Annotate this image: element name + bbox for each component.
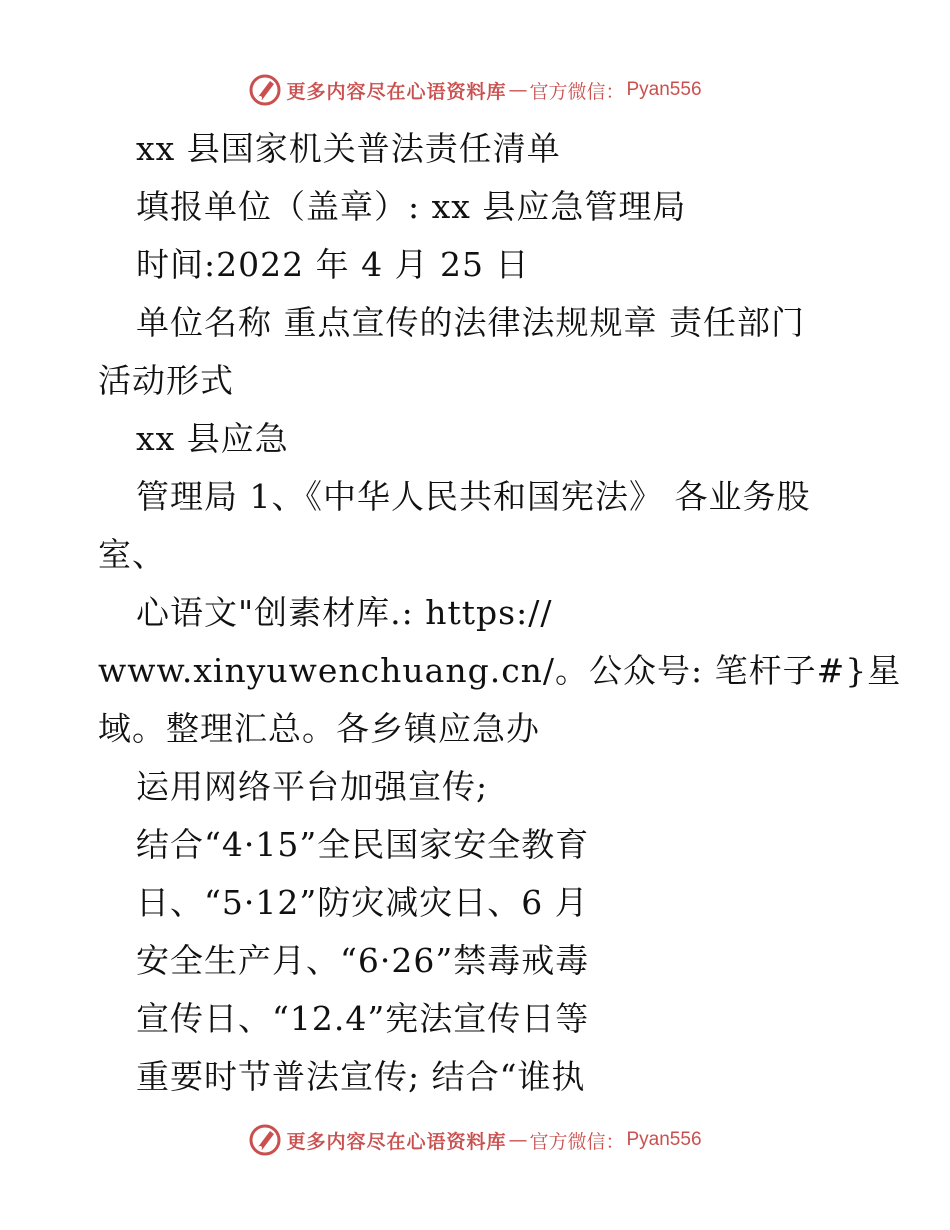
pen-logo-icon — [248, 73, 282, 107]
banner-text: 更多内容尽在心语资料库 — [286, 1130, 507, 1153]
header-banner — [0, 70, 950, 110]
document-line: 活动形式 — [98, 361, 234, 400]
document-line: 管理局 1、《中华人民共和国宪法》 各业务股 — [136, 477, 811, 516]
document-line: 日、“5·12”防灾减灾日、6 月 — [136, 883, 589, 922]
pen-logo-icon — [248, 1123, 282, 1157]
document-line: xx 县国家机关普法责任清单 — [136, 129, 561, 168]
document-line: 宣传日、“12.4”宪法宣传日等 — [136, 999, 590, 1038]
banner-wechat-id: Pyan556 — [626, 79, 702, 100]
document-line: 域。整理汇总。各乡镇应急办 — [98, 709, 540, 748]
footer-banner — [0, 1120, 950, 1160]
document-line: 重要时节普法宣传; 结合“谁执 — [136, 1057, 586, 1096]
banner-wechat-label: 官方微信： — [529, 1130, 625, 1153]
document-line: 安全生产月、“6·26”禁毒戒毒 — [136, 941, 590, 980]
banner-wechat-id: Pyan556 — [626, 1129, 702, 1150]
document-line: 结合“4·15”全民国家安全教育 — [136, 825, 590, 864]
document-line: xx 县应急 — [136, 419, 289, 458]
banner-separator: — — [508, 1129, 528, 1151]
banner-text: 更多内容尽在心语资料库 — [286, 80, 507, 103]
document-line: www.xinyuwenchuang.cn/。公众号: 笔杆子#}星 — [98, 651, 902, 690]
banner-separator: — — [508, 79, 528, 101]
banner-wechat-label: 官方微信： — [529, 80, 625, 103]
document-line: 单位名称 重点宣传的法律法规规章 责任部门 — [136, 303, 805, 342]
document-line: 时间:2022 年 4 月 25 日 — [136, 245, 530, 284]
document-line: 心语文"创素材库.: https:// — [136, 593, 553, 632]
document-line: 室、 — [98, 535, 166, 574]
document-line: 填报单位（盖章）: xx 县应急管理局 — [136, 187, 687, 226]
document-line: 运用网络平台加强宣传; — [136, 767, 489, 806]
document-body — [98, 120, 902, 1106]
